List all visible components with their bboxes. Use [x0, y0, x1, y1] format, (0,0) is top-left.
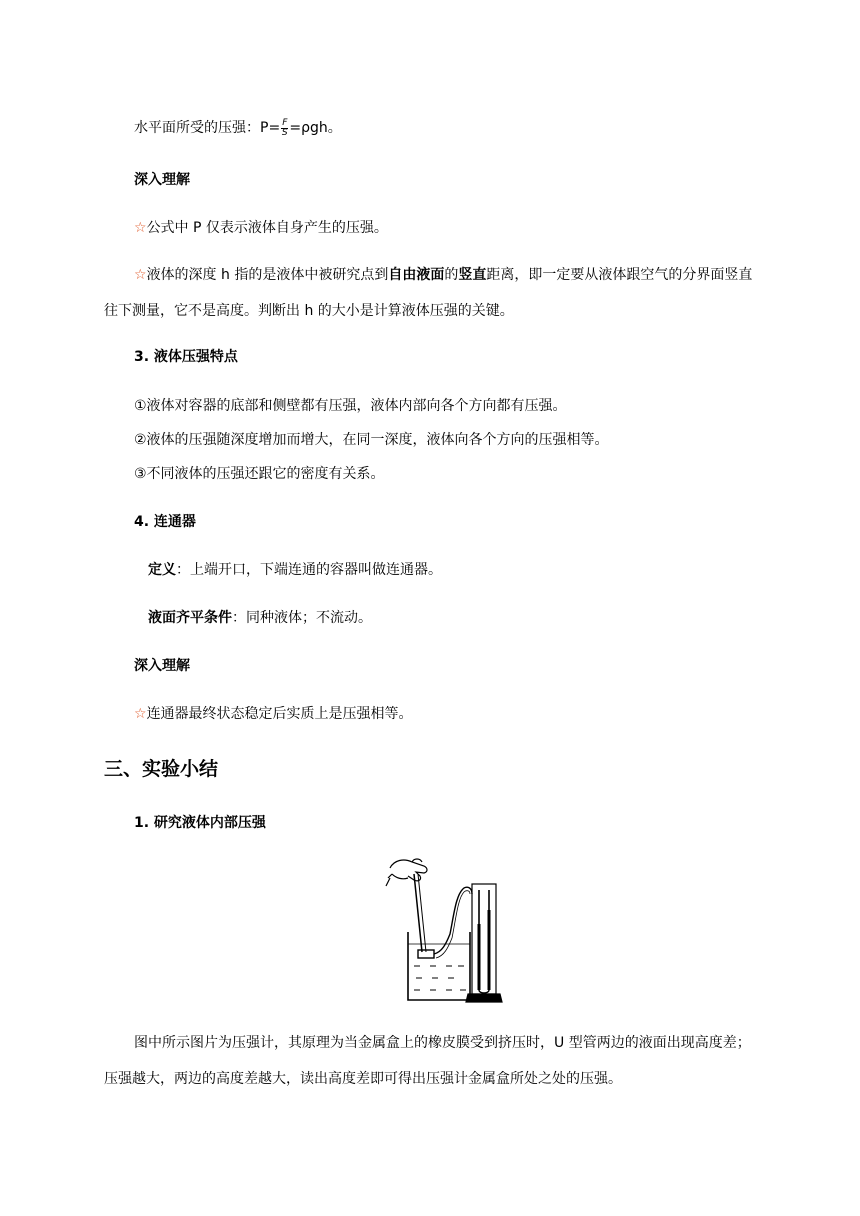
fraction-numerator: F	[282, 117, 288, 128]
definition-text: ：上端开口，下端连通的容器叫做连通器。	[176, 562, 442, 578]
note-text: 公式中 P 仅表示液体自身产生的压强。	[146, 220, 388, 236]
formula-suffix: =ρgh。	[289, 120, 342, 136]
definition-label: 定义	[148, 562, 176, 578]
level-condition-line	[148, 608, 808, 628]
feature-item: ③不同液体的压强还跟它的密度有关系。	[134, 466, 385, 482]
level-condition-text: ：同种液体；不流动。	[232, 610, 372, 626]
section-title-liquid-pressure-features: 3. 液体压强特点	[134, 349, 238, 365]
star-icon: ☆	[134, 267, 147, 283]
note-text: 距离，即一定要从液体跟空气的分界面竖直往下测量，它不是高度。判断出 h 的大小是计算液体压强的关键。	[104, 267, 753, 319]
formula-prefix: 水平面所受的压强：P=	[134, 120, 281, 136]
note-text: 的	[444, 267, 459, 283]
pressure-gauge-illustration	[384, 854, 504, 1006]
section-title-liquid-internal-pressure: 1. 研究液体内部压强	[134, 815, 266, 831]
fraction-f-over-s	[281, 119, 288, 138]
note-text: 连通器最终状态稳定后实质上是压强相等。	[146, 706, 413, 722]
section-title-connected-vessel: 4. 连通器	[134, 514, 196, 530]
emphasis-vertical: 竖直	[458, 267, 487, 283]
note-connected-vessel	[134, 704, 794, 724]
chapter-title-experiment-summary: 三、实验小结	[104, 758, 219, 780]
feature-item: ①液体对容器的底部和侧壁都有压强，液体内部向各个方向都有压强。	[134, 398, 567, 414]
experiment-description: 图中所示图片为压强计，其原理为当金属盒上的橡皮膜受到挤压时，U 型管两边的液面出现高度差；压强越大，两边的高度差越大，读出高度差即可得出压强计金属盒所处之处的压强。	[104, 1035, 751, 1087]
definition-line	[148, 560, 808, 580]
note-depth-definition	[104, 257, 760, 329]
level-condition-label: 液面齐平条件	[148, 610, 232, 626]
note-text: 液体的深度 h 指的是液体中被研究点到	[146, 267, 389, 283]
note-formula-scope	[134, 218, 794, 238]
formula-line	[134, 118, 794, 138]
fraction-denominator: S	[281, 127, 288, 138]
deep-understanding-heading: 深入理解	[134, 172, 190, 188]
star-icon: ☆	[134, 706, 147, 722]
emphasis-free-surface: 自由液面	[388, 267, 445, 283]
feature-item: ②液体的压强随深度增加而增大，在同一深度，液体向各个方向的压强相等。	[134, 432, 609, 448]
deep-understanding-heading: 深入理解	[134, 658, 190, 674]
star-icon: ☆	[134, 220, 147, 236]
